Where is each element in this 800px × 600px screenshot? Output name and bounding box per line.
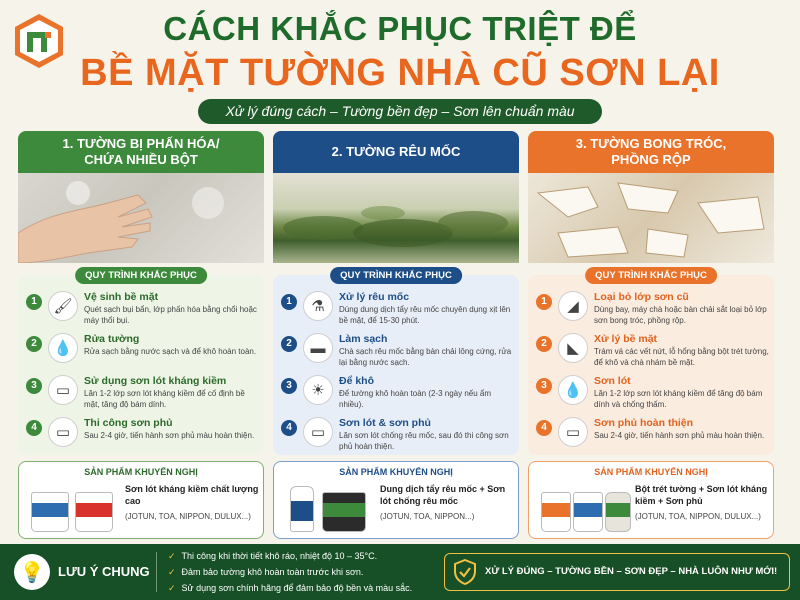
product-name: Dung dịch tẩy rêu mốc + Sơn lót chống rêu mốc xyxy=(380,484,506,506)
water-drop-icon: 💧 xyxy=(48,333,78,363)
step-description: Lăn sơn lót chống rêu mốc, sau đó thi công sơn phủ hoàn thiện. xyxy=(339,431,509,451)
step-title: Để khô xyxy=(339,375,375,387)
process-box xyxy=(18,270,264,455)
step-number: 1 xyxy=(281,294,297,310)
page-subtitle: Xử lý đúng cách – Tường bền đẹp – Sơn lên chuẩn màu xyxy=(198,99,602,124)
column-title xyxy=(273,131,519,173)
paint-roller-icon: ▭ xyxy=(48,417,78,447)
product-label: SẢN PHẨM KHUYẾN NGHỊ xyxy=(594,467,708,477)
step-item xyxy=(24,291,260,333)
step-title: Xử lý bề mặt xyxy=(594,333,658,345)
process-label: QUY TRÌNH KHẮC PHỤC xyxy=(585,267,717,284)
step-title: Sơn phủ hoàn thiện xyxy=(594,417,694,429)
product-label: SẢN PHẨM KHUYẾN NGHỊ xyxy=(84,467,198,477)
step-description: Chà sạch rêu mốc bằng bàn chải lông cứng, rửa lại bằng nước sạch. xyxy=(339,347,512,367)
spray-bottle-icon: ⚗ xyxy=(303,291,333,321)
step-number: 2 xyxy=(281,336,297,352)
column-chalky-wall xyxy=(18,131,264,539)
step-title: Rửa tường xyxy=(84,333,140,345)
step-item xyxy=(279,417,515,459)
step-item xyxy=(279,333,515,375)
column-title-line2: PHỒNG RỘP xyxy=(611,152,691,167)
column-title-line1: 2. TƯỜNG RÊU MỐC xyxy=(331,144,461,160)
water-drop-icon: 💧 xyxy=(558,375,588,405)
step-description: Lăn 1-2 lớp sơn lót kháng kiềm để tăng độ bám dính và chống thấm. xyxy=(594,389,763,409)
step-number: 1 xyxy=(26,294,42,310)
step-title: Vệ sinh bề mặt xyxy=(84,291,159,303)
step-number: 4 xyxy=(26,420,42,436)
step-item xyxy=(279,375,515,417)
step-item xyxy=(279,291,515,333)
process-box xyxy=(273,270,519,455)
step-number: 3 xyxy=(26,378,42,394)
step-number: 2 xyxy=(26,336,42,352)
step-description: Dùng bay, máy chà hoặc bàn chải sắt loại bỏ lớp sơn bong tróc, phồng rộp. xyxy=(594,305,767,325)
note-item xyxy=(168,583,412,594)
moldy-wall-photo xyxy=(273,173,519,263)
step-description: Lăn 1-2 lớp sơn lót kháng kiềm để cố định bề mặt, tăng độ bám dính. xyxy=(84,389,245,409)
product-brands: (JOTUN, TOA, NIPPON, DULUX...) xyxy=(125,512,251,521)
product-box xyxy=(18,461,264,539)
step-number: 4 xyxy=(281,420,297,436)
column-moldy-wall xyxy=(273,131,519,539)
step-item xyxy=(24,333,260,375)
process-label: QUY TRÌNH KHẮC PHỤC xyxy=(330,267,462,284)
step-title: Thi công sơn phủ xyxy=(84,417,173,429)
step-item xyxy=(534,333,770,375)
step-number: 2 xyxy=(536,336,552,352)
step-number: 4 xyxy=(536,420,552,436)
step-title: Xử lý rêu mốc xyxy=(339,291,410,303)
product-name: Sơn lót kháng kiềm chất lượng cao xyxy=(125,484,259,506)
product-brands: (JOTUN, TOA, NIPPON, DULUX...) xyxy=(635,512,761,521)
step-item xyxy=(534,291,770,333)
peeling-wall-photo xyxy=(528,173,774,263)
paint-roller-icon: ▭ xyxy=(48,375,78,405)
step-description: Rửa sạch bằng nước sạch và để khô hoàn toàn. xyxy=(84,347,257,356)
column-title xyxy=(18,131,264,173)
column-title-line1: 1. TƯỜNG BỊ PHẤN HÓA/ xyxy=(62,136,220,152)
note-item xyxy=(168,567,363,578)
product-images xyxy=(286,484,376,532)
paint-roller-icon: ▭ xyxy=(558,417,588,447)
slogan-text: XỬ LÝ ĐÚNG – TƯỜNG BỀN – SƠN ĐẸP – NHÀ LUÔN NHƯ MỚI! xyxy=(485,566,778,577)
step-description: Dùng dung dịch tẩy rêu mốc chuyên dụng xịt lên bề mặt, để 15-30 phút. xyxy=(339,305,511,325)
step-description: Để tường khô hoàn toàn (2-3 ngày nếu ẩm nhiều). xyxy=(339,389,492,409)
footer-title: LƯU Ý CHUNG xyxy=(58,564,150,579)
step-description: Sau 2-4 giờ, tiến hành sơn phủ màu hoàn thiện. xyxy=(594,431,765,440)
step-title: Loại bỏ lớp sơn cũ xyxy=(594,291,689,303)
step-number: 1 xyxy=(536,294,552,310)
note-text: Sử dụng sơn chính hãng để đảm bảo độ bền và màu sắc. xyxy=(181,583,413,593)
column-title-line2: CHỨA NHIỀU BỘT xyxy=(84,152,198,167)
chalky-wall-photo xyxy=(18,173,264,263)
checkmark-icon: ✓ xyxy=(168,583,176,593)
step-description: Sau 2-4 giờ, tiến hành sơn phủ màu hoàn thiện. xyxy=(84,431,255,440)
note-text: Đảm bảo tường khô hoàn toàn trước khi sơn. xyxy=(181,567,364,577)
process-box xyxy=(528,270,774,455)
product-images xyxy=(541,484,631,532)
shield-check-icon xyxy=(453,559,477,585)
column-title-line1: 3. TƯỜNG BONG TRÓC, xyxy=(575,136,727,152)
product-box xyxy=(528,461,774,539)
paint-roller-icon: ▭ xyxy=(303,417,333,447)
step-description: Quét sạch bụi bẩn, lớp phấn hóa bằng chổi hoặc máy thổi bụi. xyxy=(84,305,257,325)
step-item xyxy=(534,417,770,459)
checkmark-icon: ✓ xyxy=(168,567,176,577)
step-title: Sử dụng sơn lót kháng kiềm xyxy=(84,375,227,387)
scraper-icon: ◢ xyxy=(558,291,588,321)
step-number: 3 xyxy=(536,378,552,394)
column-title xyxy=(528,131,774,173)
paint-bucket-images xyxy=(31,484,121,532)
step-item xyxy=(24,417,260,459)
page-title-line1: CÁCH KHẮC PHỤC TRIỆT ĐỂ xyxy=(163,10,637,47)
step-title: Làm sạch xyxy=(339,333,388,345)
step-item xyxy=(534,375,770,417)
product-box xyxy=(273,461,519,539)
product-name: Bột trét tường + Sơn lót kháng kiềm + Sơn phủ xyxy=(635,484,768,506)
step-description: Trám vá các vết nứt, lỗ hổng bằng bột trét tường, để khô và chà nhám bề mặt. xyxy=(594,347,769,367)
step-number: 3 xyxy=(281,378,297,394)
product-label: SẢN PHẨM KHUYẾN NGHỊ xyxy=(339,467,453,477)
page-title-line2: BỀ MẶT TƯỜNG NHÀ CŨ SƠN LẠI xyxy=(80,52,720,94)
scrub-brush-icon: ▬ xyxy=(303,333,333,363)
step-title: Sơn lót & sơn phủ xyxy=(339,417,431,429)
putty-knife-icon: ◣ xyxy=(558,333,588,363)
note-item xyxy=(168,551,377,562)
brush-icon: 🖌 xyxy=(48,291,78,321)
checkmark-icon: ✓ xyxy=(168,551,176,561)
footer-divider xyxy=(156,552,157,592)
step-item xyxy=(24,375,260,417)
footer-notes-bar xyxy=(0,544,800,600)
sun-icon: ☀ xyxy=(303,375,333,405)
column-peeling-wall xyxy=(528,131,774,539)
process-label: QUY TRÌNH KHẮC PHỤC xyxy=(75,267,207,284)
slogan-box xyxy=(444,553,790,591)
note-text: Thi công khi thời tiết khô ráo, nhiệt độ 10 – 35°C. xyxy=(181,551,378,561)
step-title: Sơn lót xyxy=(594,375,631,387)
product-brands: (JOTUN, TOA, NIPPON...) xyxy=(380,512,475,521)
lightbulb-icon: 💡 xyxy=(14,554,50,590)
